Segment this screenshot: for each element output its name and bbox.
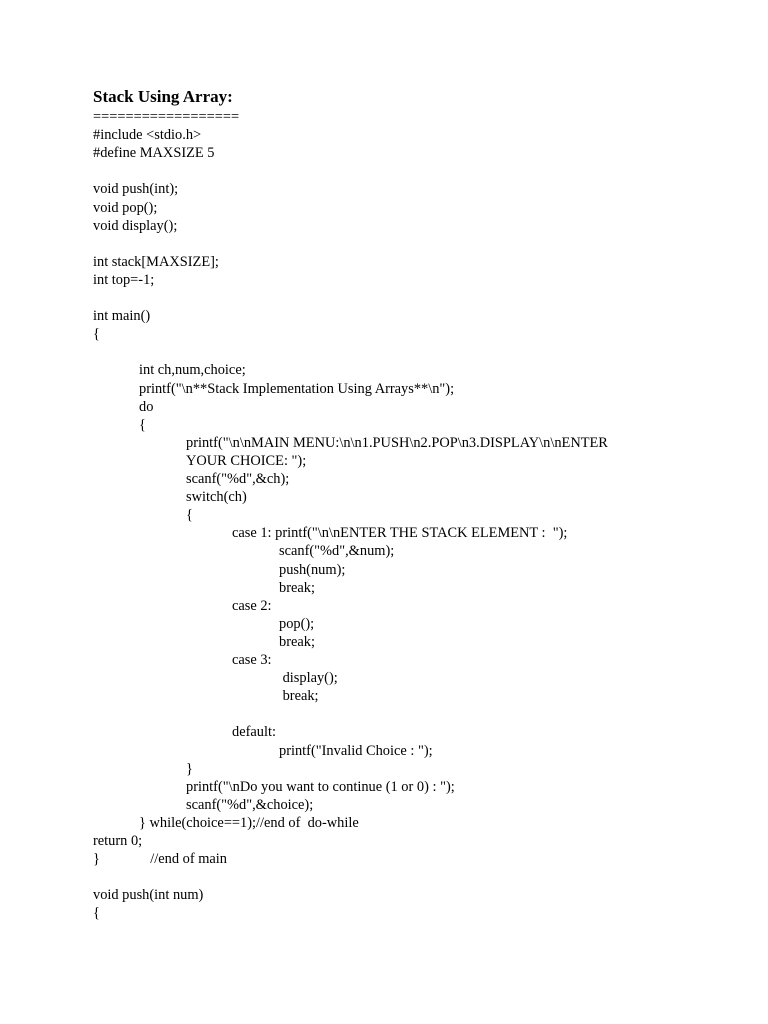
code-line: switch(ch) xyxy=(186,489,247,506)
code-line: scanf("%d",&choice); xyxy=(186,796,314,813)
code-line: } xyxy=(186,760,193,777)
code-line: case 2: xyxy=(232,597,272,614)
code-line: scanf("%d",&ch); xyxy=(186,471,290,487)
code-line: { xyxy=(93,905,100,922)
code-line: pop(); xyxy=(279,615,315,632)
code-line: { xyxy=(186,507,193,524)
code-line: int stack[MAXSIZE]; xyxy=(93,253,219,270)
code-line: break; xyxy=(279,688,319,705)
code-line: printf("\nDo you want to continue (1 or 0) : "); xyxy=(186,778,455,795)
code-line: do xyxy=(139,398,154,415)
code-line: display(); xyxy=(279,670,338,687)
code-line: printf("\n**Stack Implementation Using Arrays**\n"); xyxy=(139,380,455,397)
code-line: return 0; xyxy=(93,833,143,849)
code-line: { xyxy=(139,416,146,433)
code-line: push(num); xyxy=(279,561,346,578)
code-line: int ch,num,choice; xyxy=(139,362,246,379)
code-line: default: xyxy=(232,724,276,741)
code-line: #include <stdio.h> xyxy=(93,127,202,144)
code-line: void pop(); xyxy=(93,199,158,216)
code-line: break; xyxy=(279,633,315,650)
code-line: break; xyxy=(279,579,315,596)
document-title: Stack Using Array: xyxy=(93,87,233,106)
code-line: YOUR CHOICE: "); xyxy=(186,452,307,469)
code-line: printf("Invalid Choice : "); xyxy=(279,742,433,759)
code-line: } while(choice==1);//end of do-while xyxy=(139,814,359,831)
code-line: void push(int num) xyxy=(93,887,204,904)
code-line: { xyxy=(93,326,100,343)
code-line: case 3: xyxy=(232,652,272,668)
code-line: printf("\n\nMAIN MENU:\n\n1.PUSH\n2.POP\n3.DISPLAY\n\nENTER xyxy=(186,434,608,451)
code-line: ================== xyxy=(93,109,240,125)
code-line: void push(int); xyxy=(93,181,179,198)
code-line: scanf("%d",&num); xyxy=(279,543,395,560)
code-line: int top=-1; xyxy=(93,271,155,288)
code-line: #define MAXSIZE 5 xyxy=(93,145,215,162)
code-line: } //end of main xyxy=(93,851,228,868)
code-line: case 1: printf("\n\nENTER THE STACK ELEMENT : "); xyxy=(232,525,568,542)
code-line: void display(); xyxy=(93,217,178,234)
code-line: int main() xyxy=(93,308,151,325)
